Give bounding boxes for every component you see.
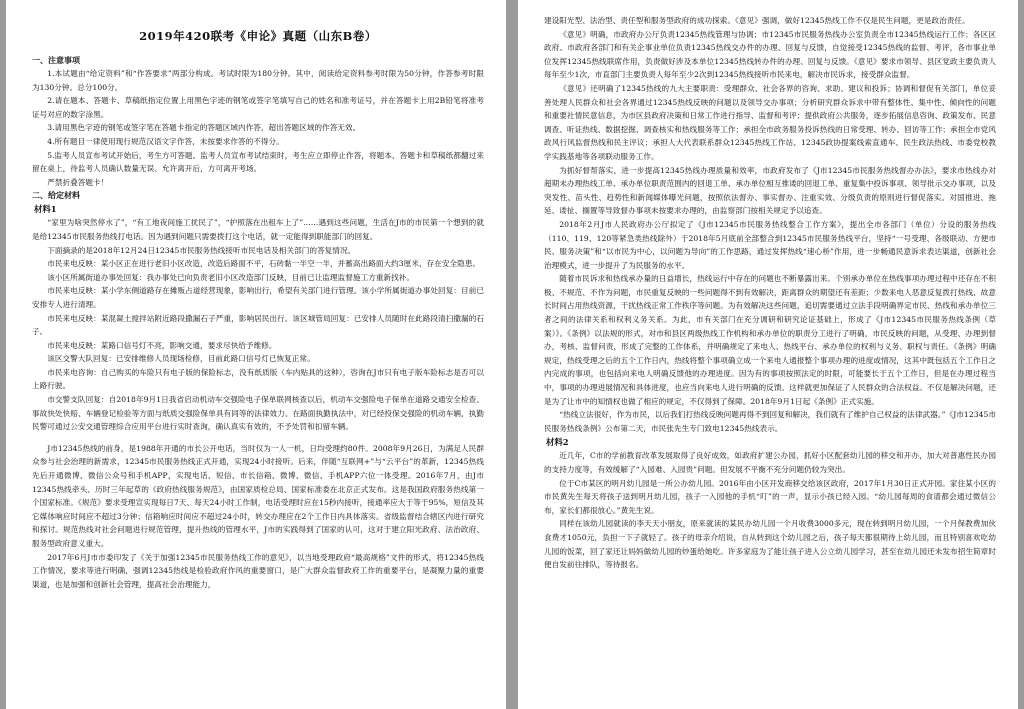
material-paragraph: 市民来电反映：某混凝土搅拌站附近路段撒漏石子严重，影响居民出行。该区城管局回复：已安排人员随时在此路段清扫撒漏的石子。 xyxy=(32,313,484,337)
material-paragraph: “热线立法很好，作为市民，以后我们打热线反映问题再得不到回复和解决，我们就有了维护自己权益的法律武器。”《J市12345市民服务热线条例》公布第二天，市民张先生专门致电12345热线表示。 xyxy=(544,410,996,433)
material-paragraph: 同样在该幼儿园就读的李天天小朋友，原来就读的某民办幼儿园一个月收费3000多元，现在转到明月幼儿园，一个月保教费加伙食费才1050元，负担一下子就轻了。孩子的母亲介绍说，自从转到这个幼儿园之后，孩子每天都很期待上幼儿园，而且特别喜欢吃幼儿园的饭菜，回了家还让妈妈做幼儿园的炒蛋给她吃。许多家庭为了能让孩子进入公立幼儿园学习，甚至在幼儿园还未发布招生简章时便自发前往排队，等待报名。 xyxy=(544,519,996,570)
material-paragraph: 随着市民诉求和热线承办量的日益增长，热线运行中存在的问题也不断暴露出来。个别承办单位在热线事项办理过程中还存在不积极、不规范、不作为问题，市民重复反映的一些问题得不到有效解决，距离群众的期望还有差距；少数来电人恶意反复拨打热线、故意长时间占用热线资源，干扰热线正常工作秩序等问题。为有效解决这些问题，追切需要通过立法手段明确界定市民、热线和承办单位三者之间的法律关系和权利义务关系。为此，市有关部门在充分调研和研究论证基础上，形成了《J市12345市民服务热线条例（草案）》。《条例》以法规的形式，对市和县区两级热线工作机构和承办单位的职责分工进行了明确，市民反映的问题，从受理、办理到督办，考核、监督问责，形成了完整的工作体系，并明确规定了来电人、热线平台、承办单位的权利与义务、职权与责任。《条例》明确规定，热线受理之后的五个工作日内，热线将整个事项确立成一个来电人通报整个事项办理的进度或情况，这其中既包括五个工作日之内完成的事项，也包括向来电人明确反馈他的办理进度。因为有的事项按照法定的时限，可能要长于五个工作日，但是在办理过程当中，事项的办理进展情况和具体进度，也应当向来电人进行明确的反馈。这样就更加保证了人民群众的合法权益。不仅是解决问题，还是为了让市中的知情权也做了相应的规定，不仅得到了保障。2018年9月1日起《条例》正式实施。 xyxy=(544,274,996,406)
document-page-left xyxy=(6,0,506,709)
material-2-label: 材料2 xyxy=(546,437,569,448)
notice-item: 4.所有题目一律使用现行规范汉语文字作答，未按要求作答的不得分。 xyxy=(47,136,284,146)
material-1-label: 材料1 xyxy=(34,204,57,215)
material-paragraph: 为抓好督帮落实，进一步提高12345热线办理质量和效率，市政府发布了《J市12345市民服务热线督办办法》，要求市热线办对超期未办理热线工单、承办单位职责范围内的回退工单、承办单位相互推诿的回退工单、重复集中投诉事项、领导批示交办事项，以及突发性、苗头性、趋势性和新闻媒体曝光问题，按照依法督办、事实督办、注重实效、分级负责的原则进行督促落实。对国推进、拖延、诿扯、搁置等导致督办事项未按要求办理的，由监察部门按相关规定予以追查。 xyxy=(544,165,996,216)
paragraph-gap xyxy=(32,434,484,442)
material-paragraph: 近几年，C市的学前教育改革发展取得了良好成效，如政府扩建公办园，抓好小区配套幼儿园的移交和开办，加大对普惠性民办园的支持力度等，有效缓解了“入园难、入园贵”问题。但发展不平衡不充分问题仍较为突出。 xyxy=(544,451,996,474)
material-paragraph: 《意见》还明确了12345热线的九大主要职责：受理群众、社会各界的咨询、求助、建议和投诉；协调和督促有关部门，单位妥善处理人民群众和社会各界通过12345热线反映的问题以及领导交办事项；分析研究群众诉求中带有整体性、集中性、倾向性的问题和重要社情民意信息，为市区县政府决策和日常工作进行指导、监督和考评；提供政府公共服务，逐步拓展信息咨询、政策发布、民意调查、听证热线、数据挖掘、调查核实和热线服务等工作；承担全市政务服务投诉热线的日常受理、转办、回访等工作；承担全市党风政风行风监督热线和民主评议；承担人大代表联系群众12345热线工作站、12345政协提案线索直通车、民生政法热线、市委党校教学实践基地等各项联动服务工作。 xyxy=(544,83,996,161)
notice-item: 1.本试题由“给定资料”和“作答要求”两部分构成。考试时限为180分钟。其中，阅读给定资料参考时限为50分钟，作答参考时限为130分钟。总分100分。 xyxy=(32,69,484,92)
material-paragraph: “家里为啥突然停水了”，“有工地夜间施工扰民了”，“护照落在出租车上了”……遇到这些问题，生活在J市的市民第一个想到的就是给12345市民服务热线打电话。因为遇到问题只需要拨打这个电话，就一定能得到职能部门的回复。 xyxy=(32,218,484,241)
notice-item: 2.请在题本、答题卡、草稿纸指定位置上用黑色字迹的钢笔或签字笔填写自己的姓名和准考证号，并在答题卡上用2B铅笔将准考证号对应的数字涂黑。 xyxy=(32,96,484,119)
material-paragraph: 2017年6月J市市委印发了《关于加强12345市民服务热线工作的意见》，以当地受理政府“最高规格”文件的形式，将12345热线工作情况，要求等进行明确，强调12345热线是检验政府作风的重要窗口，是广大群众监督政府工作的重要平台，是凝聚力量的重要渠道，也是加强和创新社会管理，提高社会治理能力， xyxy=(32,552,484,589)
material-paragraph: 市民来电反映：某小学东侧道路存在摊贩占道经营现象，影响出行，希望有关部门进行管理。该小学所属街道办事处回复：目前已安排专人进行清理。 xyxy=(32,286,484,309)
material-paragraph: 《意见》明确，市政府办公厅负责12345热线管理与协调；市12345市民服务热线办公室负责全市12345热线运行工作；各区区政府、市政府各部门和有关企事业单位负责12345热线交办件的办理、回复与反馈，自觉接受12345热线的监督、考评，各市事业单位发挥12345热线联席作用，负责做好涉及本单位12345热线转办件的办理、回复与反馈。《意见》要求市领导、县区党政主要负责人每年至少1次，市直部门主要负责人每年至少2次到12345热线接听市民来电，解决市民诉求，接受群众监督。 xyxy=(544,29,996,80)
notice-item: 3.请用黑色字迹的钢笔或签字笔在答题卡指定的答题区域内作答，超出答题区域的作答无效。 xyxy=(47,123,361,133)
notice-item: 严禁折叠答题卡！ xyxy=(47,177,109,187)
material-paragraph: 市交警支队回复：自2018年9月1日我省启动机动车交强险电子保单联网核查以后，机动车交强险电子保单在道路交通安全检查、事故快处快赔、车辆登记检验等方面与纸质交强险保单具有同等的法律效力。在路面执勤执法中，对已经投保交强险的机动车辆，执勤民警可通过公安交通管理综合应用平台进行实时查询，确认真实有效的，不予处罚和扣留车辆。 xyxy=(32,395,484,432)
document-title: 2019年420联考《申论》真题（山东B卷） xyxy=(139,29,377,43)
material-paragraph: 该小区所属街道办事处回复：我办事处已向负责老旧小区改造部门反映，目前已让监理监督施工方重新找补。 xyxy=(47,272,415,282)
document-page-right xyxy=(518,0,1018,709)
material-paragraph: J市12345热线的前身，是1988年开通的市长公开电话，当时仅为一人一机，日均受理约80件。2008年9月26日，为满足人民群众参与社会治理的新需求，12345市民服务热线正式开通，实现24小时接听。后来，伴随“互联网+”与“云平台”的革新，12345热线先后开通微博、微信公众号和手机APP，实现电话、短信、市长信箱、微博、微信、手机APP六位一体受理。2016年7月，由J市12345热线牵头、历时三年起草的《政府热线服务规范》，由国家质检总局、国家标准委在北京正式发布。这是我国政府服务热线第一个国家标准。《规范》要求受理宣实现每日7天、每天24小时工作制，电话受理时应在15秒内接听，接通率应大于等于95%，短信及其它媒体响应时间应不超过3分钟；信箱响应时间应不超过24小时，转交办理应在2个工作日内具体落实。省级监督结合辖区内进行研究和探讨。规范热线对社会问题进行规范管理，提升热线的管理水平，J市的实践得到了国家的认可，这对于建立阳光政府、法治政府、服务型政府意义重大。 xyxy=(32,443,484,548)
materials-heading: 二、给定材料 xyxy=(32,190,80,201)
material-paragraph: 2018年2月J市人民政府办公厅拟定了《J市12345市民服务热线整合工作方案》，提出全市各部门（单位）分设的服务热线（110、119、120等紧急类热线除外）于2018年5月底前全部整合到12345市民服务热线平台，坚持“一号受理、各级联动、方便市民、服务决策”和“以市民为中心，以问题为导向”的工作思路，通过发挥热线“速心桥”作用，进一步畅通民意诉求表达渠道，创新社会治理模式，进一步提升了为民服务的水平。 xyxy=(544,219,996,270)
material-paragraph: 该区交警大队回复：已安排维修人员现场检修，目前此路口信号灯已恢复正常。 xyxy=(47,354,315,364)
notice-item: 5.监考人员宣布考试开始后，考生方可答题。监考人员宣布考试结束时，考生应立即停止作答，将题本、答题卡和草稿纸都翻过来留在桌上，待监考人员确认数量无误、允许离开后，方可离开考场。 xyxy=(32,150,484,174)
material-paragraph: 下面摘录的是2018年12月24日12345市民服务热线接听市民电话及相关部门的答复情况。 xyxy=(47,245,356,255)
material-paragraph: 建设阳光型、法治型、责任型和服务型政府的成功探索。《意见》强调，做好12345热线工作不仅是民生问题，更是政治责任。 xyxy=(544,16,970,25)
material-paragraph: 市民来电反映：某小区正在进行老旧小区改造，改造后路面不平，石砖黏一半空一半，并蓄高出路面大约3厘米，存在安全隐患。 xyxy=(47,259,481,269)
material-paragraph: 市民来电反映：某路口信号灯不亮，影响交通，要求尽快给予维修。 xyxy=(47,340,277,350)
material-paragraph: 位于C市某区的明月幼儿园是一所公办幼儿园。2016年由小区开发商移交给该区政府，2017年1月30日正式开园。家住某小区的市民黄先生每天将孩子送到明月幼儿园，孩子一入园他的手机“叮”的一声，显示小孩已经入园。“幼儿园每周的食谱都会通过微信公布，家长们都很放心。”黄先生说。 xyxy=(544,478,996,515)
notice-heading: 一、注意事项 xyxy=(32,55,80,65)
material-paragraph: 市民来电咨询：自己购买的车险只有电子版的保险标志，没有纸质版（车内贴具的这种），咨询在J市只有电子版车险标志是否可以上路行驶。 xyxy=(32,367,484,391)
